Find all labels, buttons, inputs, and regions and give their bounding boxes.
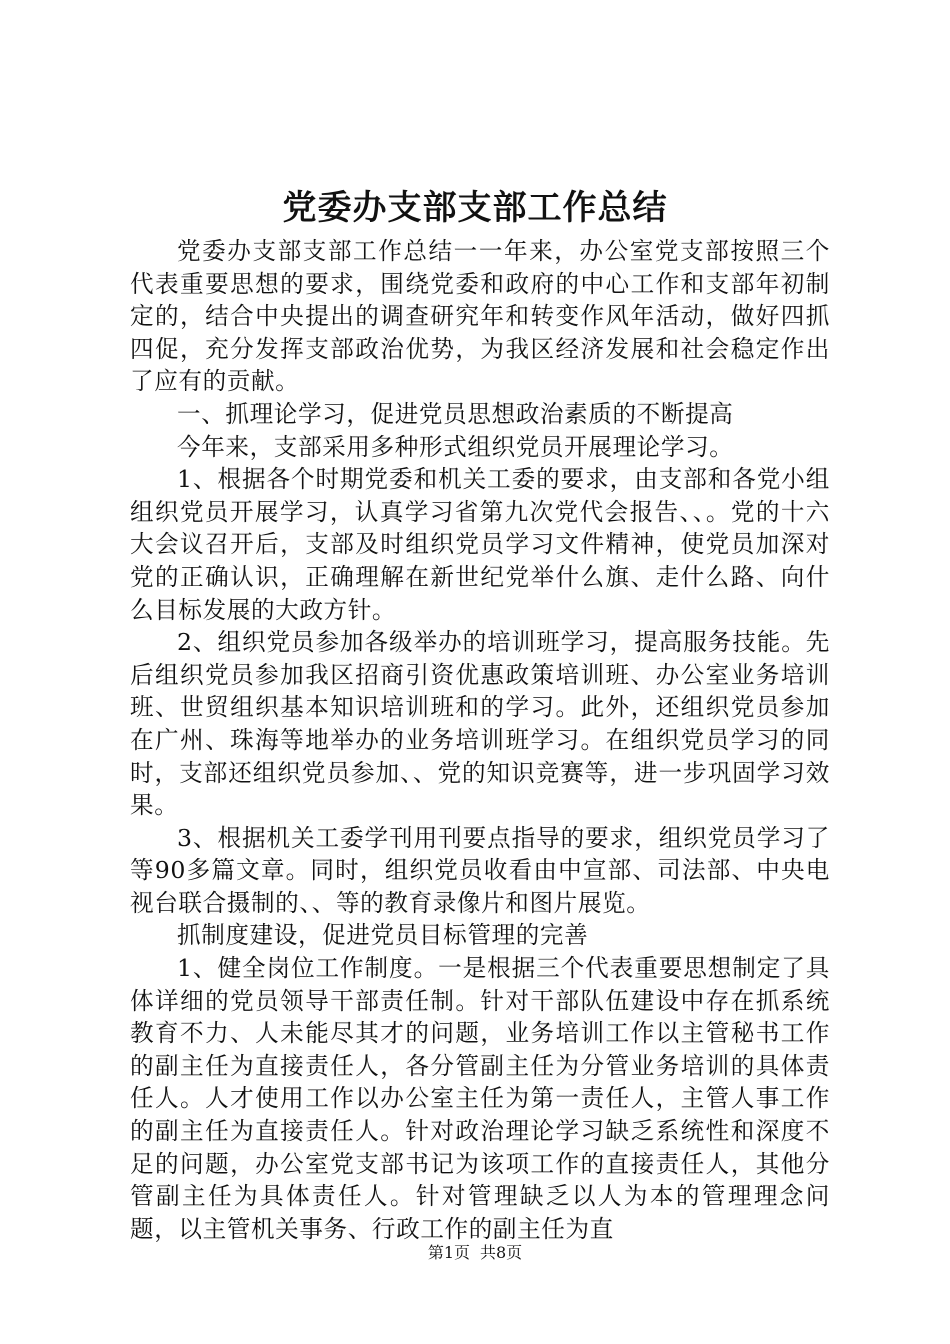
section-heading-theory-study: 一、抓理论学习，促进党员思想政治素质的不断提高 xyxy=(177,399,734,428)
page-total: 共8页 xyxy=(480,1243,523,1262)
paragraph: 3、根据机关工委学刊用刊要点指导的要求，组织党员学习了等90多篇文章。同时，组织党员收看由中宣部、司法部、中央电视台联合摄制的、、等的教育录像片和图片展览。 xyxy=(130,823,830,917)
paragraph: 1、健全岗位工作制度。一是根据三个代表重要思想制定了具体详细的党员领导干部责任制。针对干部队伍建设中存在抓系统教育不力、人未能尽其才的问题，业务培训工作以主管秘书工作的副主任为直接责任人，各分管副主任为分管业务培训的具体责任人。人才使用工作以办公室主任为第一责任人，主管人事工作的副主任为直接责任人。针对政治理论学习缺乏系统性和深度不足的问题，办公室党支部书记为该项工作的直接责任人，其他分管副主任为具体责任人。针对管理缺乏以人为本的管理理念问题，以主管机关事务、行政工作的副主任为直 xyxy=(130,954,830,1243)
paragraph: 2、组织党员参加各级举办的培训班学习，提高服务技能。先后组织党员参加我区招商引资优惠政策培训班、办公室业务培训班、世贸组织基本知识培训班和的学习。此外，还组织党员参加在广州、珠海等地举办的业务培训班学习。在组织党员学习的同时，支部还组织党员参加、、党的知识竞赛等，进一步巩固学习效果。 xyxy=(130,628,830,820)
document-title: 党委办支部支部工作总结 xyxy=(282,188,668,228)
page-number: 第1页 xyxy=(427,1243,470,1262)
section-heading-system-building: 抓制度建设，促进党员目标管理的完善 xyxy=(177,921,589,950)
paragraph: 1、根据各个时期党委和机关工委的要求，由支部和各党小组组织党员开展学习，认真学习省第九次党代会报告、、。党的十六大会议召开后，支部及时组织党员学习文件精神，使党员加深对党的正确认识，正确理解在新世纪党举什么旗、走什么路、向什么目标发展的大政方针。 xyxy=(130,465,830,624)
paragraph-intro: 党委办支部支部工作总结一一年来，办公室党支部按照三个代表重要思想的要求，围绕党委和政府的中心工作和支部年初制定的，结合中央提出的调查研究年和转变作风年活动，做好四抓四促，充分发挥支部政治优势，为我区经济发展和社会稳定作出了应有的贡献。 xyxy=(130,237,830,396)
document-body xyxy=(130,235,830,1245)
paragraph: 今年来，支部采用多种形式组织党员开展理论学习。 xyxy=(177,432,734,461)
page-footer xyxy=(0,1242,950,1264)
